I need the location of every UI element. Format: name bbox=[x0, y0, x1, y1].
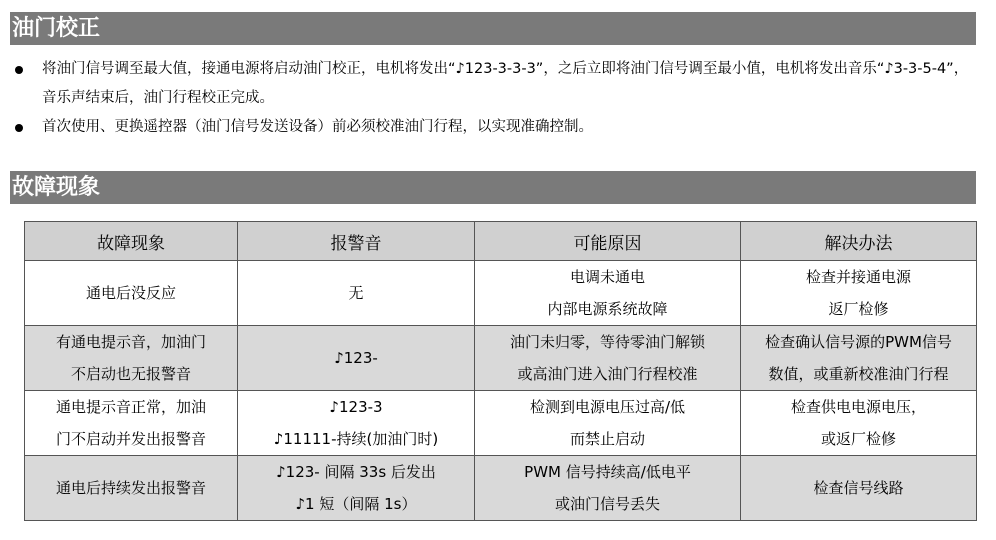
table-row bbox=[25, 391, 977, 456]
bullet-item bbox=[10, 55, 976, 113]
table-row bbox=[25, 326, 977, 391]
cause-cell: 油门未归零，等待零油门解锁 或高油门进入油门行程校准 bbox=[475, 326, 741, 391]
solution-cell: 检查信号线路 bbox=[741, 456, 977, 521]
symptom-cell: 通电后没反应 bbox=[25, 261, 238, 326]
bullet-text: 将油门信号调至最大值，接通电源将启动油门校正，电机将发出“♪123-3-3-3”，之后立即将油门信号调至最小值，电机将发出音乐“♪3-3-5-4”，音乐声结束后，油门行程校正完成。 bbox=[42, 61, 969, 106]
cause-cell: 电调未通电 内部电源系统故障 bbox=[475, 261, 741, 326]
table-row bbox=[25, 261, 977, 326]
bullet-item bbox=[10, 113, 976, 142]
alarm-cell: ♪123- bbox=[238, 326, 475, 391]
header-solution: 解决办法 bbox=[741, 222, 977, 261]
table-header-row bbox=[25, 222, 977, 261]
cause-cell: 检测到电源电压过高/低 而禁止启动 bbox=[475, 391, 741, 456]
cause-cell: PWM 信号持续高/低电平 或油门信号丢失 bbox=[475, 456, 741, 521]
fault-section-title: 故障现象 bbox=[10, 171, 976, 204]
symptom-cell: 通电提示音正常，加油 门不启动并发出报警音 bbox=[25, 391, 238, 456]
fault-table bbox=[24, 221, 977, 521]
solution-cell: 检查供电电源电压， 或返厂检修 bbox=[741, 391, 977, 456]
table-row bbox=[25, 456, 977, 521]
symptom-cell: 通电后持续发出报警音 bbox=[25, 456, 238, 521]
calibration-section-title: 油门校正 bbox=[10, 12, 976, 45]
alarm-cell: ♪123-3 ♪11111-持续(加油门时) bbox=[238, 391, 475, 456]
header-symptom: 故障现象 bbox=[25, 222, 238, 261]
alarm-cell: ♪123- 间隔 33s 后发出 ♪1 短（间隔 1s） bbox=[238, 456, 475, 521]
solution-cell: 检查并接通电源 返厂检修 bbox=[741, 261, 977, 326]
bullet-dot-icon bbox=[15, 124, 23, 132]
symptom-cell: 有通电提示音，加油门 不启动也无报警音 bbox=[25, 326, 238, 391]
bullet-text: 首次使用、更换遥控器（油门信号发送设备）前必须校准油门行程，以实现准确控制。 bbox=[42, 119, 593, 135]
alarm-cell: 无 bbox=[238, 261, 475, 326]
solution-cell: 检查确认信号源的PWM信号 数值，或重新校准油门行程 bbox=[741, 326, 977, 391]
header-alarm: 报警音 bbox=[238, 222, 475, 261]
bullet-dot-icon bbox=[15, 66, 23, 74]
calibration-bullet-list bbox=[10, 55, 976, 142]
header-cause: 可能原因 bbox=[475, 222, 741, 261]
